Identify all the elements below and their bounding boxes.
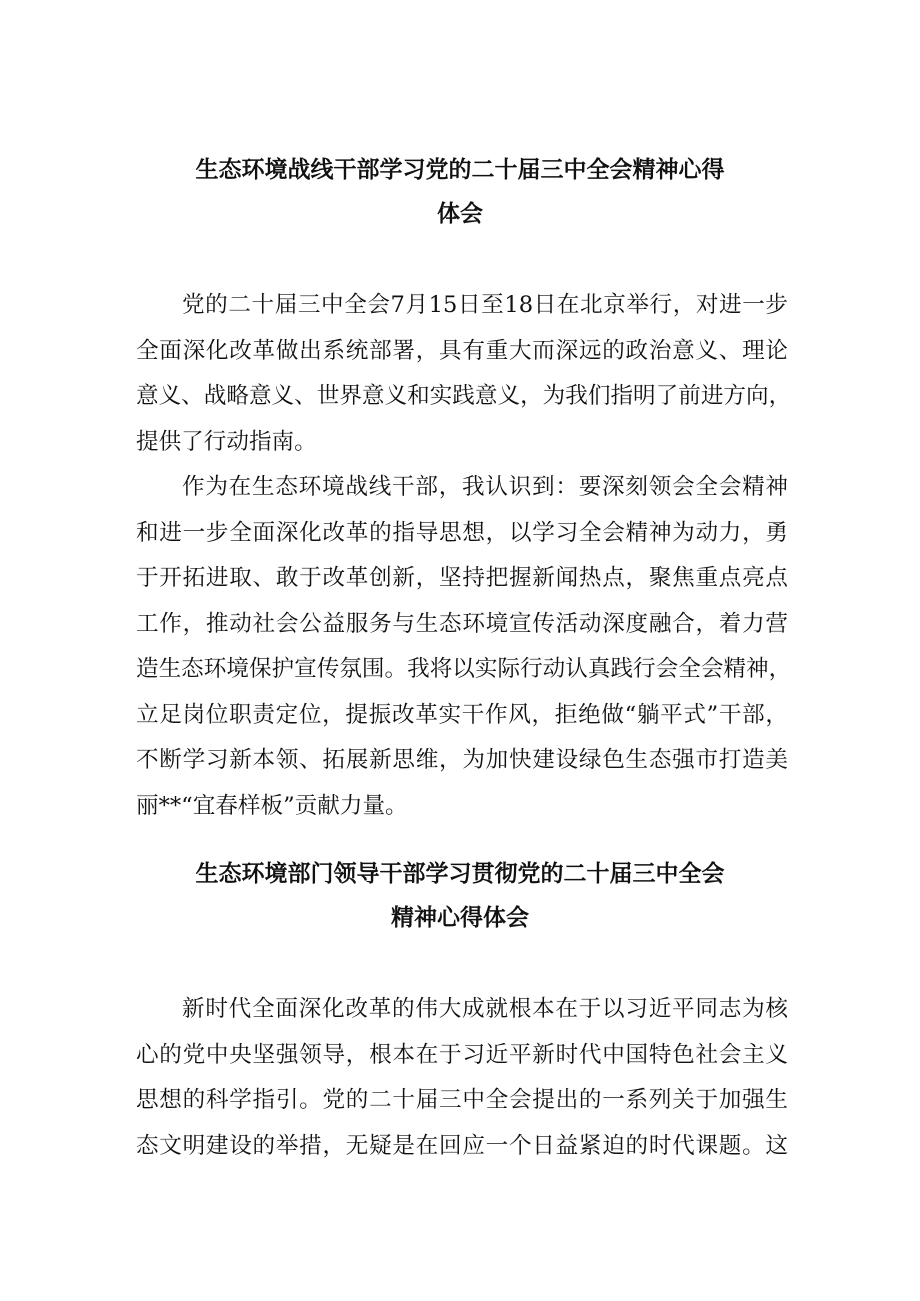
section-2-body: [136, 987, 788, 1169]
text-line: 意义、战略意义、世界意义和实践意义，为我们指明了前进方向，: [136, 383, 792, 409]
text-line: 作为在生态环境战线干部，我认识到：要深刻领会全会精神: [182, 474, 788, 500]
section-1-title-line-2: 体会: [437, 201, 483, 227]
text-line: 新时代全面深化改革的伟大成就根本在于以习近平同志为核: [182, 996, 788, 1022]
text-line: 造生态环境保护宣传氛围。我将以实际行动认真践行会全会精神，: [136, 656, 792, 682]
text-line: 丽**“宜春样板”贡献力量。: [136, 792, 408, 819]
text-line: 态文明建设的举措，无疑是在回应一个日益紧迫的时代课题。这: [136, 1132, 788, 1159]
text-line: 心的党中央坚强领导，根本在于习近平新时代中国特色社会主义: [136, 1041, 788, 1068]
section-1-title-line-1: 生态环境战线干部学习党的二十届三中全会精神心得: [195, 157, 725, 183]
text-line: 提供了行动指南。: [136, 428, 317, 455]
section-1-title: [130, 148, 790, 236]
text-line: 思想的科学指引。党的二十届三中全会提出的一系列关于加强生: [136, 1087, 788, 1113]
section-1-paragraph-2: [136, 465, 792, 829]
section-2-paragraph-1: [136, 987, 788, 1169]
text-line: 不断学习新本领、拓展新思维，为加快建设绿色生态强市打造美: [136, 747, 788, 773]
text-line: 全面深化改革做出系统部署，具有重大而深远的政治意义、理论: [136, 337, 788, 364]
section-2-title-line-1: 生态环境部门领导干部学习贯彻党的二十届三中全会: [195, 861, 725, 887]
section-2-title-line-2: 精神心得体会: [391, 905, 529, 931]
text-line: 工作，推动社会公益服务与生态环境宣传活动深度融合，着力营: [136, 610, 788, 637]
section-1-body: [136, 283, 792, 829]
text-line: 党的二十届三中全会7月15日至18日在北京举行，对进一步: [182, 292, 788, 318]
section-2-title: [130, 852, 790, 940]
section-1-paragraph-1: [136, 283, 792, 465]
text-line: 和进一步全面深化改革的指导思想，以学习全会精神为动力，勇: [136, 519, 788, 546]
text-line: 于开拓进取、敢于改革创新，坚持把握新闻热点，聚焦重点亮点: [136, 565, 788, 591]
text-line: 立足岗位职责定位，提振改革实干作风，拒绝做“躺平式”干部，: [136, 701, 788, 728]
